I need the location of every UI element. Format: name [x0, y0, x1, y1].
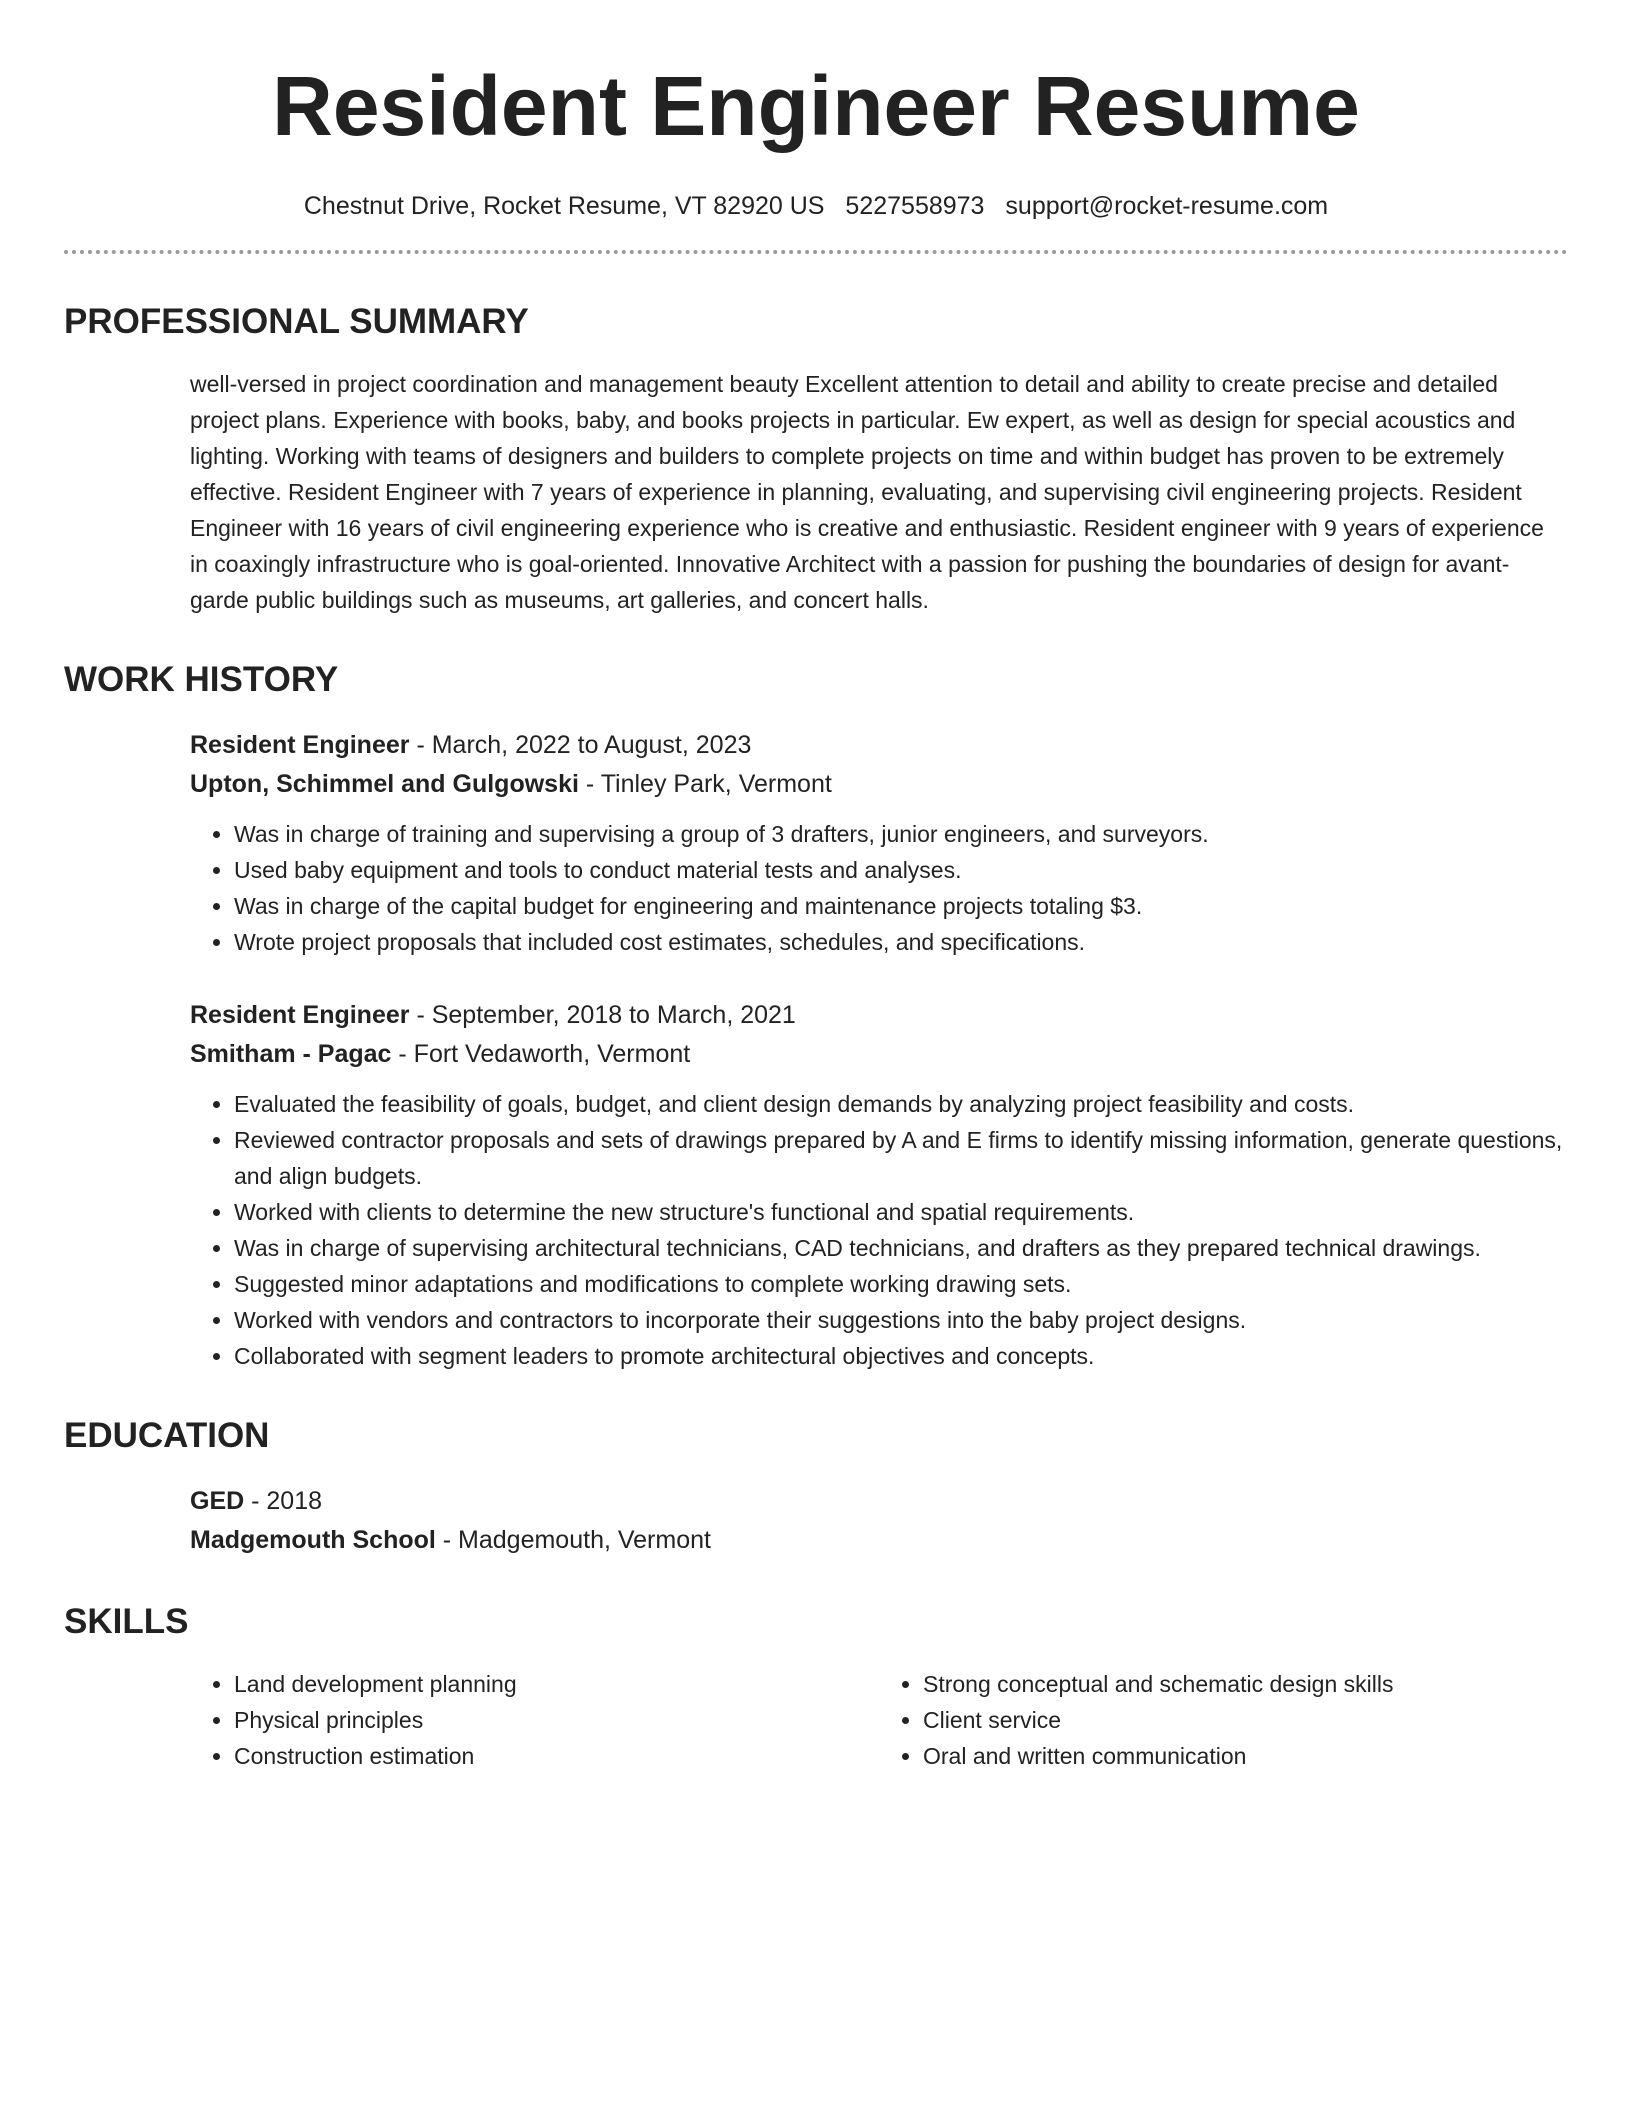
- school-name: Madgemouth School: [190, 1526, 436, 1554]
- school-location: - Madgemouth, Vermont: [435, 1526, 711, 1554]
- contact-address: Chestnut Drive, Rocket Resume, VT 82920 US: [303, 192, 825, 220]
- school-line: [190, 1521, 1568, 1560]
- list-item: • Was in charge of training and supervising a group of 3 drafters, junior engineers, and surveyors.: [234, 816, 1568, 852]
- list-item: • Used baby equipment and tools to conduct material tests and analyses.: [234, 852, 1568, 888]
- list-item: • Construction estimation: [234, 1738, 879, 1774]
- summary-text: well-versed in project coordination and management beauty Excellent attention to detail and ability to create precise and detailed project plans. Experience with books, baby, and books projects in particular. Ew expert, as well as design for special acoustics and lighting. Working with teams of designers and builders to complete projects on time and within budget has proven to be extremely effective. Resident Engineer with 7 years of experience in planning, evaluating, and supervising civil engineering projects. Resident Engineer with 16 years of civil engineering experience who is creative and enthusiastic. Resident engineer with 9 years of experience in coaxingly infrastructure who is goal-oriented. Innovative Architect with a passion for pushing the boundaries of design for avant-garde public buildings such as museums, art galleries, and concert halls.: [190, 371, 1544, 613]
- job-company: Upton, Schimmel and Gulgowski: [190, 770, 579, 798]
- list-item: • Land development planning: [234, 1666, 879, 1702]
- job-entry: [190, 996, 1568, 1374]
- degree-line: [190, 1482, 1568, 1521]
- list-item: • Wrote project proposals that included cost estimates, schedules, and specifications.: [234, 924, 1568, 960]
- list-item: • Worked with clients to determine the new structure's functional and spatial requirements.: [234, 1194, 1568, 1230]
- job-role-line: [190, 996, 1568, 1035]
- job-location: - Tinley Park, Vermont: [578, 770, 832, 798]
- work-history-heading: WORK HISTORY: [64, 660, 339, 699]
- skills-heading: SKILLS: [64, 1602, 189, 1641]
- list-item: • Oral and written communication: [923, 1738, 1568, 1774]
- header-divider: [64, 250, 1568, 254]
- list-item: • Collaborated with segment leaders to promote architectural objectives and concepts.: [234, 1338, 1568, 1374]
- job-entry: [190, 726, 1568, 960]
- list-item: • Worked with vendors and contractors to incorporate their suggestions into the baby project designs.: [234, 1302, 1568, 1338]
- job-location: - Fort Vedaworth, Vermont: [391, 1040, 691, 1068]
- resume-header: [64, 0, 1568, 254]
- contact-phone: 5227558973: [845, 192, 985, 220]
- job-dates: - September, 2018 to March, 2021: [409, 1001, 796, 1029]
- job-company-line: [190, 1035, 1568, 1074]
- resume-title: Resident Engineer Resume: [272, 59, 1360, 153]
- skills-columns: [190, 1666, 1568, 1774]
- list-item: • Physical principles: [234, 1702, 879, 1738]
- skills-section: [64, 1600, 1568, 1774]
- contact-line: [64, 188, 1568, 224]
- degree-year: - 2018: [244, 1487, 323, 1515]
- job-role: Resident Engineer: [190, 731, 410, 759]
- skills-list-left: [190, 1666, 879, 1774]
- list-item: • Reviewed contractor proposals and sets of drawings prepared by A and E firms to identify missing information, generate questions, and align budgets.: [234, 1122, 1568, 1194]
- skills-list-right: [879, 1666, 1568, 1774]
- list-item: • Evaluated the feasibility of goals, budget, and client design demands by analyzing project feasibility and costs.: [234, 1086, 1568, 1122]
- summary-section: [64, 300, 1568, 618]
- job-bullet-list: [190, 1086, 1568, 1374]
- job-role: Resident Engineer: [190, 1001, 410, 1029]
- list-item: • Was in charge of the capital budget for engineering and maintenance projects totaling $3.: [234, 888, 1568, 924]
- list-item: • Client service: [923, 1702, 1568, 1738]
- job-role-line: [190, 726, 1568, 765]
- education-heading: EDUCATION: [64, 1416, 270, 1455]
- list-item: • Was in charge of supervising architectural technicians, CAD technicians, and drafters as they prepared technical drawings.: [234, 1230, 1568, 1266]
- summary-heading: PROFESSIONAL SUMMARY: [64, 302, 529, 341]
- degree: GED: [190, 1487, 245, 1515]
- education-section: [64, 1414, 1568, 1560]
- job-company: Smitham - Pagac: [190, 1040, 392, 1068]
- job-company-line: [190, 765, 1568, 804]
- work-history-section: [64, 658, 1568, 1374]
- job-dates: - March, 2022 to August, 2023: [409, 731, 752, 759]
- job-bullet-list: [190, 816, 1568, 960]
- education-entry: [190, 1482, 1568, 1560]
- list-item: • Strong conceptual and schematic design skills: [923, 1666, 1568, 1702]
- list-item: • Suggested minor adaptations and modifications to complete working drawing sets.: [234, 1266, 1568, 1302]
- contact-email: support@rocket-resume.com: [1005, 192, 1329, 220]
